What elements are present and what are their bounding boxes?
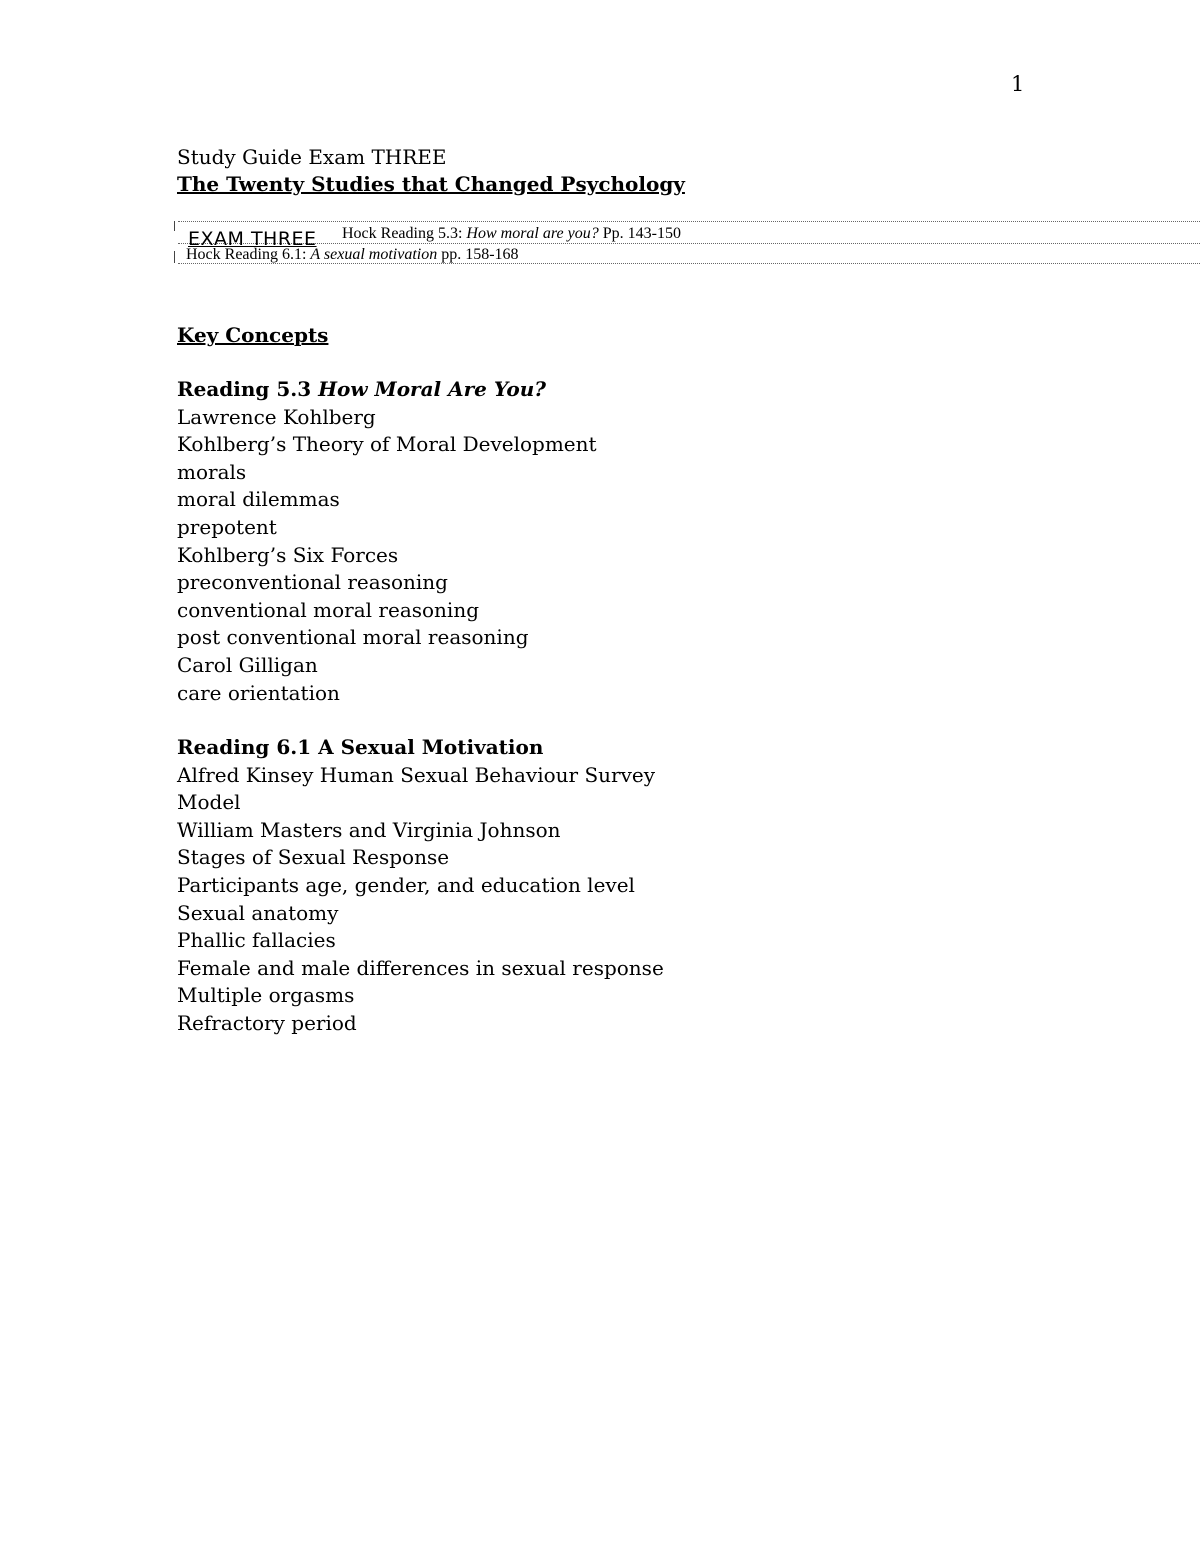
- list-item: Lawrence Kohlberg: [177, 404, 376, 429]
- document-title: Study Guide Exam THREE: [177, 145, 447, 169]
- list-item: Female and male differences in sexual response: [177, 955, 664, 980]
- list-item: Participants age, gender, and education level: [177, 872, 635, 897]
- list-item: Carol Gilligan: [177, 652, 318, 677]
- dotted-rule: [178, 243, 1200, 244]
- box-edge: [174, 221, 175, 231]
- list-item: Model: [177, 790, 241, 815]
- list-item: Kohlberg’s Six Forces: [177, 542, 399, 567]
- reading-5-3-heading: [177, 376, 597, 404]
- list-item: preconventional reasoning: [177, 570, 448, 595]
- document-subtitle: The Twenty Studies that Changed Psychology: [177, 172, 685, 196]
- hock-reading-title: How moral are you?: [466, 225, 599, 242]
- reading-heading-prefix: Reading 5.3: [177, 377, 319, 401]
- exam-label: EXAM THREE: [188, 228, 317, 250]
- list-item: conventional moral reasoning: [177, 597, 480, 622]
- list-item: Phallic fallacies: [177, 928, 336, 953]
- list-item: moral dilemmas: [177, 487, 340, 512]
- reading-heading-title: How Moral Are You?: [318, 377, 546, 401]
- hock-reading-prefix: Hock Reading 5.3:: [342, 225, 467, 242]
- hock-reading-5-3: [342, 224, 681, 244]
- list-item: Stages of Sexual Response: [177, 845, 450, 870]
- list-item: Refractory period: [177, 1010, 357, 1035]
- reading-6-1-heading: Reading 6.1 A Sexual Motivation: [177, 735, 544, 759]
- list-item: Multiple orgasms: [177, 983, 355, 1008]
- exam-box: [174, 219, 1200, 265]
- list-item: Kohlberg’s Theory of Moral Development: [177, 432, 597, 457]
- list-item: Sexual anatomy: [177, 900, 339, 925]
- hock-reading-pages: pp. 158-168: [437, 246, 519, 263]
- reading-5-3-section: [177, 376, 597, 707]
- hock-reading-title: A sexual motivation: [310, 246, 438, 263]
- list-item: morals: [177, 459, 247, 484]
- hock-reading-6-1: [186, 245, 519, 265]
- hock-reading-prefix: Hock Reading 6.1:: [186, 246, 311, 263]
- key-concepts-heading: Key Concepts: [177, 323, 329, 347]
- page-number: 1: [1011, 72, 1025, 96]
- box-edge: [174, 251, 175, 263]
- hock-reading-pages: Pp. 143-150: [598, 225, 681, 242]
- list-item: Alfred Kinsey Human Sexual Behaviour Survey: [177, 762, 656, 787]
- list-item: prepotent: [177, 514, 277, 539]
- dotted-rule: [178, 221, 1200, 222]
- list-item: post conventional moral reasoning: [177, 625, 529, 650]
- reading-6-1-section: [177, 734, 664, 1038]
- list-item: care orientation: [177, 680, 340, 705]
- list-item: William Masters and Virginia Johnson: [177, 817, 561, 842]
